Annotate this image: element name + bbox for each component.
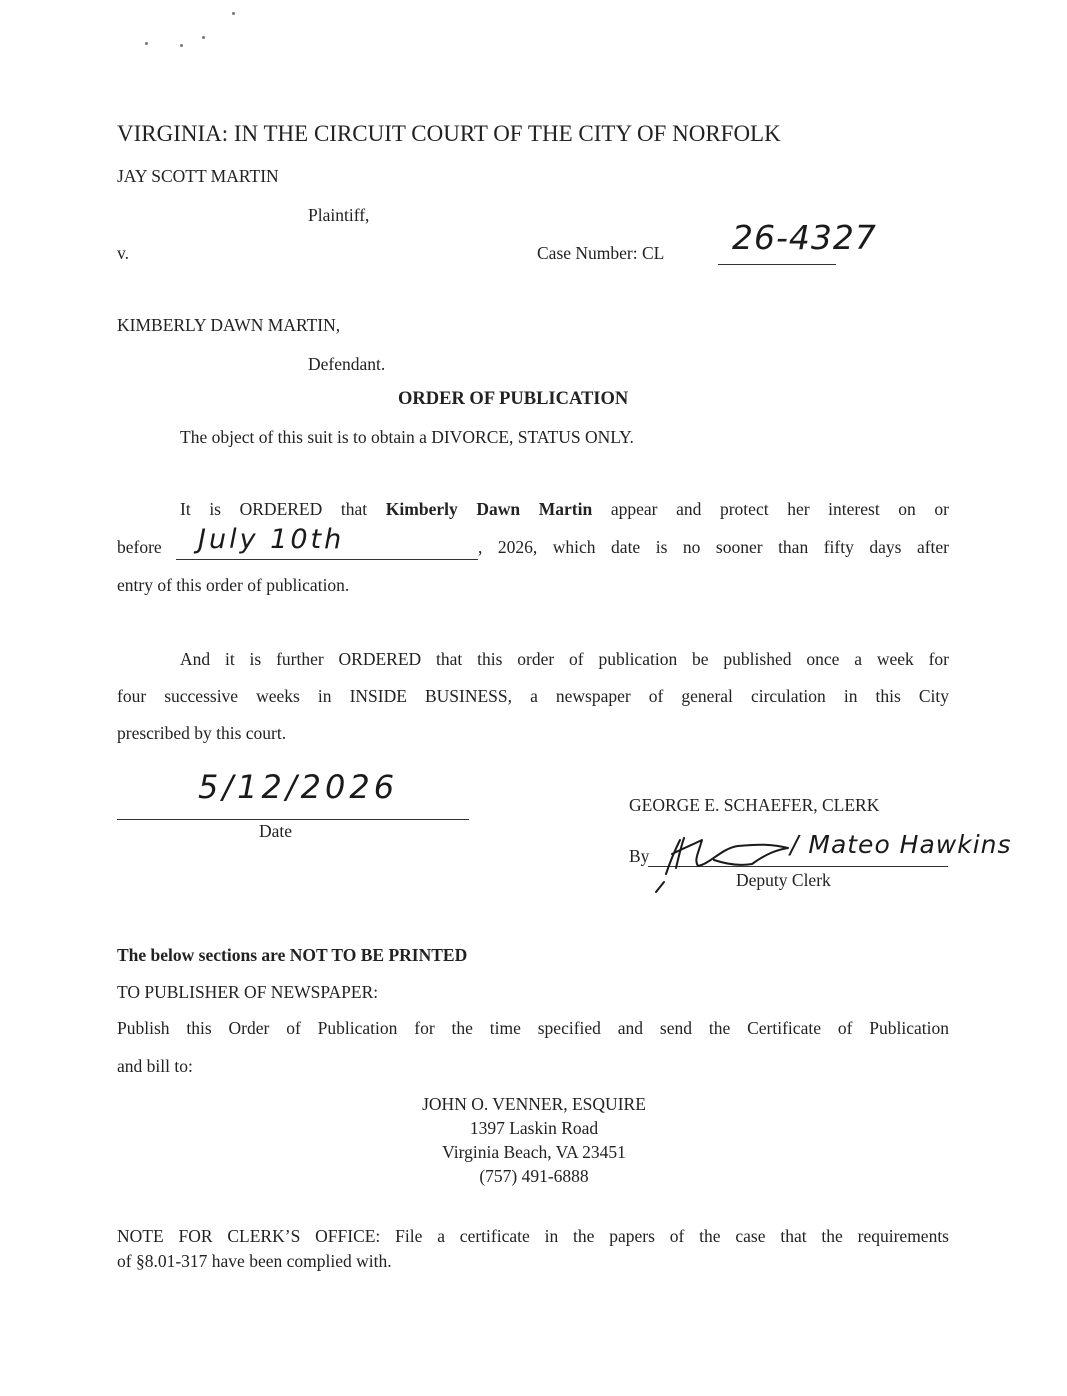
to-publisher: TO PUBLISHER OF NEWSPAPER: xyxy=(117,982,379,1002)
plaintiff-name: JAY SCOTT MARTIN xyxy=(117,166,279,186)
deputy-clerk-label: Deputy Clerk xyxy=(736,870,831,890)
before-label: before xyxy=(117,537,162,557)
court-heading: VIRGINIA: IN THE CIRCUIT COURT OF THE CITY OF NORFOLK xyxy=(117,121,781,146)
clerk-name: GEORGE E. SCHAEFER, CLERK xyxy=(629,795,880,815)
paragraph1-line1 xyxy=(180,499,949,520)
plaintiff-role: Plaintiff, xyxy=(308,205,370,225)
attorney-city: Virginia Beach, VA 23451 xyxy=(442,1142,626,1162)
appearance-date-handwritten: July 10th xyxy=(198,524,345,555)
not-printed-heading-emphasis: NOT TO BE PRINTED xyxy=(289,945,468,965)
case-number-handwritten: 26-4327 xyxy=(732,218,877,257)
attorney-phone: (757) 491-6888 xyxy=(479,1166,589,1186)
defendant-bold-name: Kimberly Dawn Martin xyxy=(385,499,593,519)
paragraph1-intro: It is ORDERED that xyxy=(180,499,368,519)
case-number-underline xyxy=(718,264,836,265)
attorney-name: JOHN O. VENNER, ESQUIRE xyxy=(422,1094,646,1114)
not-printed-heading-intro: The below sections are xyxy=(117,945,286,965)
clerk-note-line2: of §8.01-317 have been complied with. xyxy=(117,1251,392,1271)
by-label: By xyxy=(629,846,650,866)
signature-date-handwritten: 5/12/2026 xyxy=(198,768,399,806)
appearance-date-underline xyxy=(176,559,478,560)
paragraph1-intro-end: appear and protect her interest on or xyxy=(610,499,950,519)
signature-date-line xyxy=(117,819,469,820)
defendant-name: KIMBERLY DAWN MARTIN, xyxy=(117,315,341,335)
defendant-role: Defendant. xyxy=(308,354,386,374)
object-of-suit: The object of this suit is to obtain a DIVORCE, STATUS ONLY. xyxy=(180,427,634,447)
clerk-note-line1: NOTE FOR CLERK’S OFFICE: File a certificate in the papers of the case that the requirements xyxy=(117,1226,949,1246)
publisher-instructions-line1: Publish this Order of Publication for the time specified and send the Certificate of Publication xyxy=(117,1018,949,1038)
paragraph1-line3: entry of this order of publication. xyxy=(117,575,350,595)
attorney-street: 1397 Laskin Road xyxy=(469,1118,599,1138)
paragraph2-line2: four successive weeks in INSIDE BUSINESS, a newspaper of general circulation in this City xyxy=(117,686,949,706)
not-printed-heading xyxy=(117,945,467,966)
paragraph2-line3: prescribed by this court. xyxy=(117,723,287,743)
signature-date-label: Date xyxy=(259,821,293,841)
deputy-name-handwritten: / Mateo Hawkins xyxy=(790,830,1012,859)
versus-label: v. xyxy=(117,243,129,263)
order-title: ORDER OF PUBLICATION xyxy=(398,389,629,409)
publisher-instructions-line2: and bill to: xyxy=(117,1056,193,1076)
attorney-block xyxy=(339,1092,729,1188)
paragraph1-line2: , 2026, which date is no sooner than fifty days after xyxy=(478,537,949,557)
paragraph2-line1: And it is further ORDERED that this order of publication be published once a week for xyxy=(180,649,949,669)
case-number-label: Case Number: CL xyxy=(537,243,665,263)
